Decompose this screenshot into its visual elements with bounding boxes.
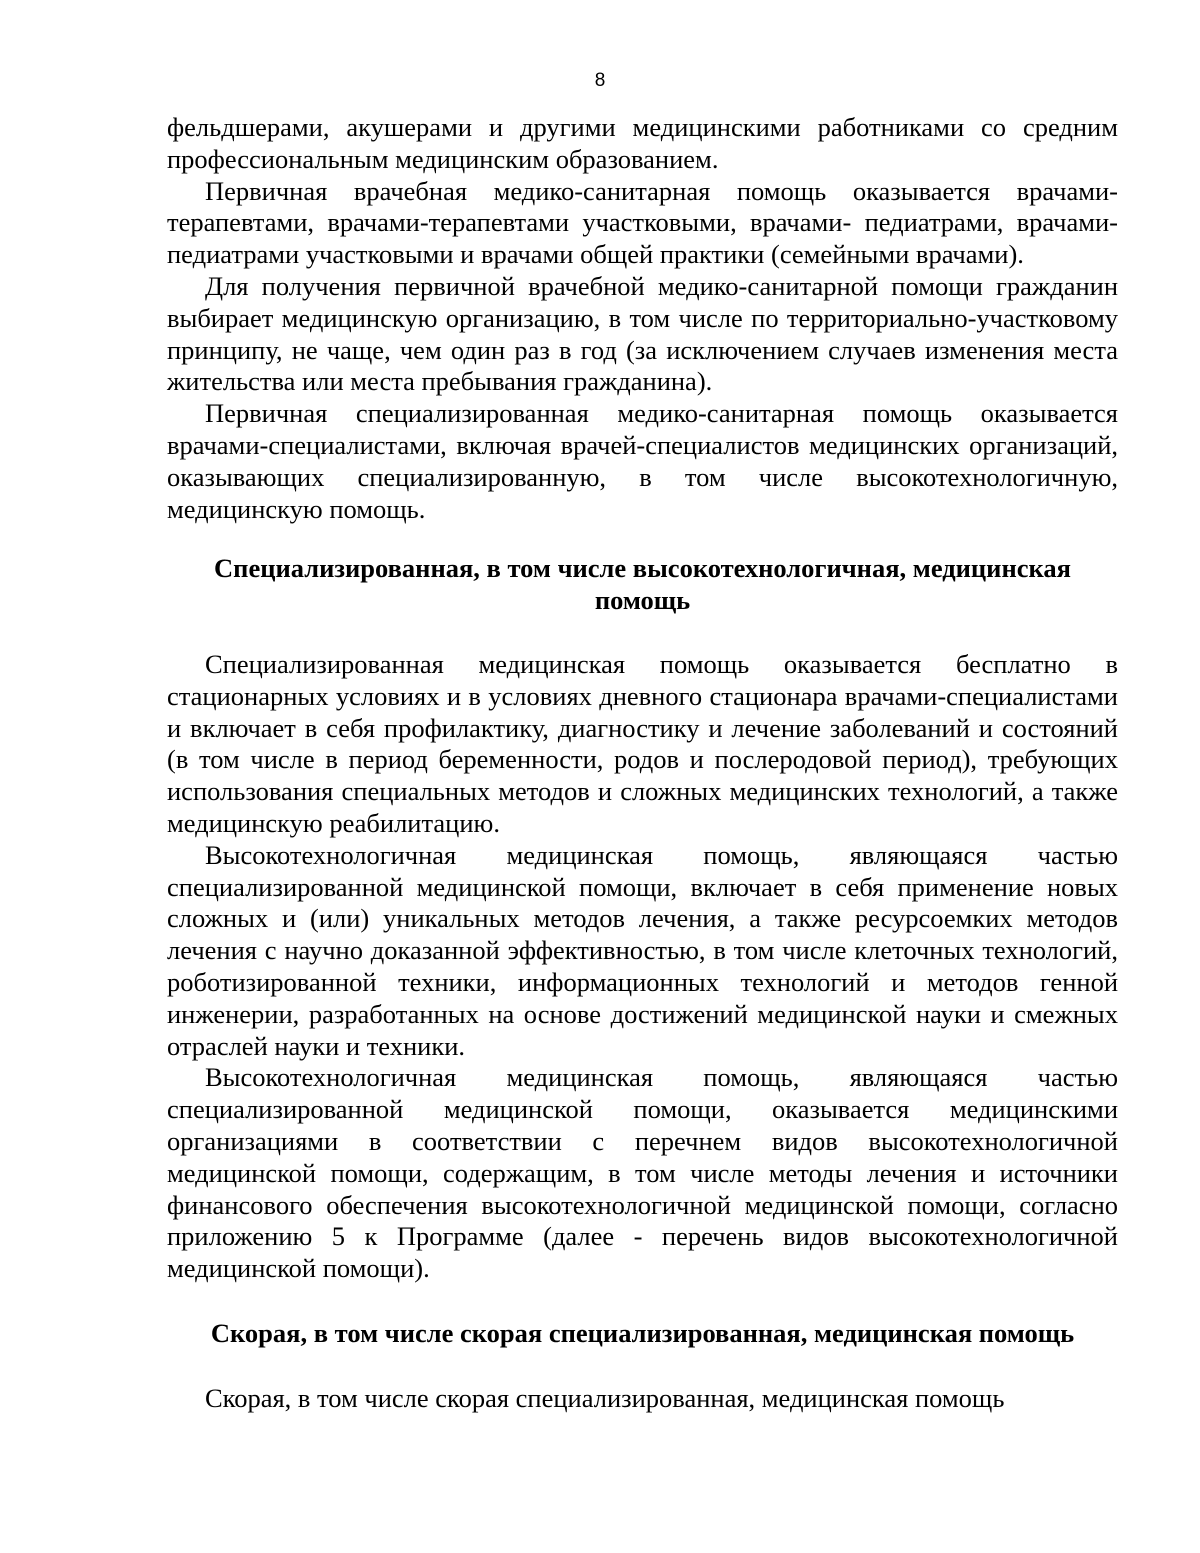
paragraph-specialized-care: Специализированная медицинская помощь оказывается бесплатно в стационарных условиях и в условиях дневного стационара врачами-специалистами и включает в себя профилактику, диагностику и лечение заболеваний и состояний (в том числе в период беременности, родов и послеродовой период), требующих использования специальных методов и сложных медицинских технологий, а также медицинскую реабилитацию. [167,648,1118,838]
paragraph-choice-of-organization: Для получения первичной врачебной медико-санитарной помощи гражданин выбирает медицинскую организацию, в том числе по территориально-участковому принципу, не чаще, чем один раз в год (за исключением случаев изменения места жительства или места пребывания гражданина). [167,270,1118,397]
paragraph-primary-specialized-care: Первичная специализированная медико-санитарная помощь оказывается врачами-специалистами, включая врачей-специалистов медицинских организаций, оказывающих специализированную, в том числе высокотехнологичную, медицинскую помощь. [167,398,1118,524]
paragraph-high-tech-care-definition: Высокотехнологичная медицинская помощь, являющаяся частью специализированной медицинской помощи, включает в себя применение новых сложных и (или) уникальных методов лечения, а также ресурсоемких методов лечения с научно доказанной эффективностью, в том числе клеточных технологий, роботизированной техники, информационных технологий и методов генной инженерии, разработанных на основе достижений медицинской науки и смежных отраслей науки и техники. [167,839,1118,1061]
paragraph-continuation: фельдшерами, акушерами и другими медицинскими работниками со средним профессиональным медицинским образованием. [167,112,1118,174]
section-heading-specialized-care: Специализированная, в том числе высокотехнологичная, медицинская помощь [214,553,1071,616]
page-content [167,112,1118,1414]
paragraph-emergency-care: Скорая, в том числе скорая специализированная, медицинская помощь [205,1382,1005,1413]
paragraph-primary-physician-care: Первичная врачебная медико-санитарная помощь оказывается врачами-терапевтами, врачами-терапевтами участковыми, врачами- педиатрами, врачами- педиатрами участковыми и врачами общей практики (семейными врачами). [167,175,1118,270]
page-number: 8 [594,70,606,91]
paragraph-high-tech-care-provision: Высокотехнологичная медицинская помощь, являющаяся частью специализированной медицинской помощи, оказывается медицинскими организациями в соответствии с перечнем видов высокотехнологичной медицинской помощи, содержащим, в том числе методы лечения и источники финансового обеспечения высокотехнологичной медицинской помощи, согласно приложению 5 к Программе (далее - перечень видов высокотехнологичной медицинской помощи). [167,1062,1118,1284]
section-heading-emergency-care: Скорая, в том числе скорая специализированная, медицинская помощь [210,1317,1075,1348]
